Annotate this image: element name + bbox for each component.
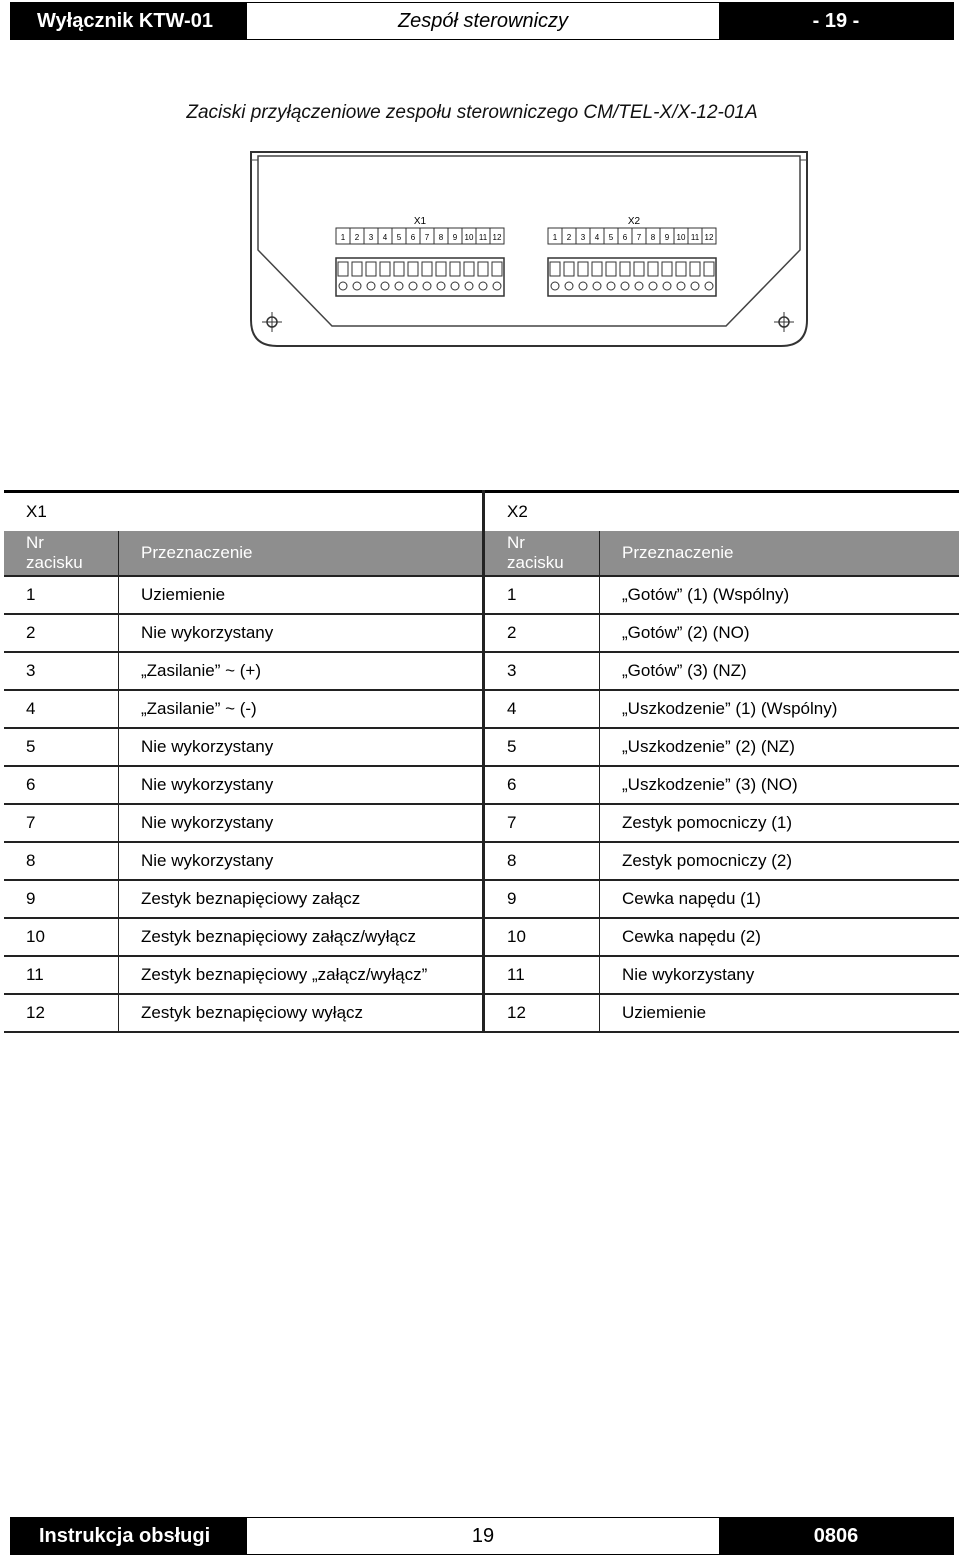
table-row [4,728,959,766]
x2-terminal-number: 3 [580,233,586,242]
x1-terminal-number: 1 [340,233,346,242]
x2-nr-header: Nr zacisku [484,531,600,576]
x2-terminal-slot [550,262,560,276]
x2-terminal-number: 6 [622,233,628,242]
x1-terminal-screw [479,282,487,290]
x1-terminal-number: 8 [438,233,444,242]
x1-terminal-screw [423,282,431,290]
x1-terminal-number: 12 [4,994,119,1032]
x1-terminal-number: 6 [4,766,119,804]
x2-terminal-purpose: Uziemienie [600,994,960,1032]
x1-terminal-slot [436,262,446,276]
x2-terminal-purpose: Cewka napędu (1) [600,880,960,918]
x1-terminal-purpose: Zestyk beznapięciowy załącz/wyłącz [119,918,484,956]
x2-terminal-purpose: „Uszkodzenie” (2) (NZ) [600,728,960,766]
x1-terminal-number: 1 [4,576,119,614]
x2-terminal-slot [578,262,588,276]
table-row [4,766,959,804]
housing-outline [251,152,807,346]
x1-terminal-number: 2 [4,614,119,652]
x1-terminal-slot [422,262,432,276]
x1-terminal-screw [451,282,459,290]
table-row [4,614,959,652]
x1-terminal-purpose: Zestyk beznapięciowy „załącz/wyłącz” [119,956,484,994]
x1-terminal-slot [352,262,362,276]
x2-terminal-purpose: „Uszkodzenie” (3) (NO) [600,766,960,804]
x2-terminal-number: 9 [664,233,670,242]
x1-terminal-slot [408,262,418,276]
table-group-row [4,492,959,532]
table-row [4,994,959,1032]
connector-x1 [336,228,504,296]
x2-terminal-screw [621,282,629,290]
x1-terminal-number: 10 [464,233,474,242]
x1-terminal-slot [380,262,390,276]
footer-page-number: 19 [247,1518,719,1554]
x1-terminal-slot [338,262,348,276]
x2-terminal-screw [649,282,657,290]
x1-terminal-number: 11 [4,956,119,994]
terminal-assignment-table [4,490,959,1033]
x1-terminal-number: 3 [368,233,374,242]
x1-terminal-number: 5 [396,233,402,242]
x1-terminal-screw [381,282,389,290]
x2-terminal-number: 12 [484,994,600,1032]
page-header [10,2,954,40]
x1-terminal-screw [437,282,445,290]
x2-terminal-screw [579,282,587,290]
x1-terminal-slot [450,262,460,276]
x2-terminal-purpose: Zestyk pomocniczy (1) [600,804,960,842]
figure-caption: Zaciski przyłączeniowe zespołu sterowniczego CM/TEL-X/X-12-01A [186,102,758,123]
x1-terminal-screw [395,282,403,290]
x1-terminal-number: 9 [452,233,458,242]
x2-terminal-purpose: „Uszkodzenie” (1) (Wspólny) [600,690,960,728]
x1-terminal-screw [465,282,473,290]
x1-terminal-purpose: Nie wykorzystany [119,842,484,880]
x1-terminal-screw [353,282,361,290]
x1-terminal-purpose: Zestyk beznapięciowy wyłącz [119,994,484,1032]
x2-terminal-number: 9 [484,880,600,918]
x2-terminal-purpose: „Gotów” (1) (Wspólny) [600,576,960,614]
x2-terminal-screw [663,282,671,290]
x1-terminal-purpose: „Zasilanie” ~ (+) [119,652,484,690]
x2-terminal-number: 7 [484,804,600,842]
x2-terminal-screw [691,282,699,290]
x1-terminal-purpose: Nie wykorzystany [119,614,484,652]
footer-manual-label: Instrukcja obsługi [11,1518,247,1554]
x2-terminal-number: 4 [484,690,600,728]
x2-terminal-number: 1 [484,576,600,614]
x1-terminal-number: 11 [478,233,488,242]
x1-terminal-slot [478,262,488,276]
x1-terminal-purpose: Uziemienie [119,576,484,614]
x1-terminal-purpose: Zestyk beznapięciowy załącz [119,880,484,918]
x2-terminal-slot [704,262,714,276]
x1-group-title: X1 [4,492,119,532]
connector-x2-label: X2 [627,216,641,227]
x2-terminal-number: 5 [608,233,614,242]
x1-terminal-number: 4 [382,233,388,242]
x1-terminal-number: 8 [4,842,119,880]
x2-terminal-number: 7 [636,233,642,242]
x2-terminal-screw [705,282,713,290]
x2-terminal-purpose: Zestyk pomocniczy (2) [600,842,960,880]
x1-terminal-number: 9 [4,880,119,918]
x1-terminal-number: 10 [4,918,119,956]
x2-terminal-slot [662,262,672,276]
x1-terminal-purpose: Nie wykorzystany [119,766,484,804]
x1-terminal-screw [367,282,375,290]
x1-purpose-header: Przeznaczenie [119,531,484,576]
x2-purpose-header: Przeznaczenie [600,531,960,576]
header-document-title: Wyłącznik KTW-01 [11,3,247,39]
page-footer [10,1517,954,1555]
table-row [4,690,959,728]
x2-terminal-number: 2 [566,233,572,242]
x1-terminal-number: 5 [4,728,119,766]
connector-x2 [548,228,716,296]
table-row [4,880,959,918]
x2-terminal-screw [551,282,559,290]
x1-terminal-number: 7 [4,804,119,842]
x2-group-title: X2 [484,492,600,532]
x2-terminal-purpose: „Gotów” (2) (NO) [600,614,960,652]
x1-terminal-purpose: „Zasilanie” ~ (-) [119,690,484,728]
header-page-number: - 19 - [719,3,953,39]
x2-terminal-number: 4 [594,233,600,242]
x1-terminal-screw [493,282,501,290]
table-row [4,918,959,956]
x2-terminal-screw [607,282,615,290]
x2-terminal-number: 10 [676,233,686,242]
x1-terminal-number: 12 [492,233,502,242]
x1-terminal-slot [492,262,502,276]
connector-x1-label: X1 [413,216,427,227]
x1-terminal-slot [366,262,376,276]
x2-terminal-slot [634,262,644,276]
x2-terminal-screw [635,282,643,290]
table-header-row [4,531,959,576]
x2-terminal-number: 12 [704,233,714,242]
footer-revision: 0806 [719,1518,953,1554]
x2-terminal-purpose: „Gotów” (3) (NZ) [600,652,960,690]
x2-terminal-purpose: Cewka napędu (2) [600,918,960,956]
x1-terminal-slot [464,262,474,276]
table-row [4,652,959,690]
x2-terminal-number: 8 [650,233,656,242]
x1-terminal-number: 7 [424,233,430,242]
x1-nr-header: Nr zacisku [4,531,119,576]
x2-terminal-slot [690,262,700,276]
x2-terminal-slot [564,262,574,276]
x2-terminal-screw [593,282,601,290]
x2-terminal-number: 3 [484,652,600,690]
x2-terminal-screw [565,282,573,290]
table-row [4,956,959,994]
x2-terminal-number: 1 [552,233,558,242]
table-row [4,842,959,880]
x2-terminal-slot [606,262,616,276]
x2-terminal-number: 10 [484,918,600,956]
terminal-block-diagram [248,150,810,350]
x2-terminal-number: 2 [484,614,600,652]
x1-terminal-purpose: Nie wykorzystany [119,728,484,766]
x2-terminal-number: 5 [484,728,600,766]
x1-terminal-number: 4 [4,690,119,728]
x1-terminal-number: 2 [354,233,360,242]
x2-terminal-slot [592,262,602,276]
x2-terminal-number: 11 [690,233,700,242]
x1-terminal-number: 6 [410,233,416,242]
x2-terminal-slot [648,262,658,276]
x1-terminal-number: 3 [4,652,119,690]
x1-terminal-screw [409,282,417,290]
x2-terminal-screw [677,282,685,290]
x1-terminal-screw [339,282,347,290]
x2-terminal-number: 11 [484,956,600,994]
x1-terminal-slot [394,262,404,276]
table-row [4,576,959,614]
header-section-title: Zespół sterowniczy [247,3,719,39]
x2-terminal-number: 8 [484,842,600,880]
x2-terminal-slot [620,262,630,276]
x1-terminal-purpose: Nie wykorzystany [119,804,484,842]
x2-terminal-purpose: Nie wykorzystany [600,956,960,994]
x2-terminal-slot [676,262,686,276]
table-row [4,804,959,842]
x2-terminal-number: 6 [484,766,600,804]
